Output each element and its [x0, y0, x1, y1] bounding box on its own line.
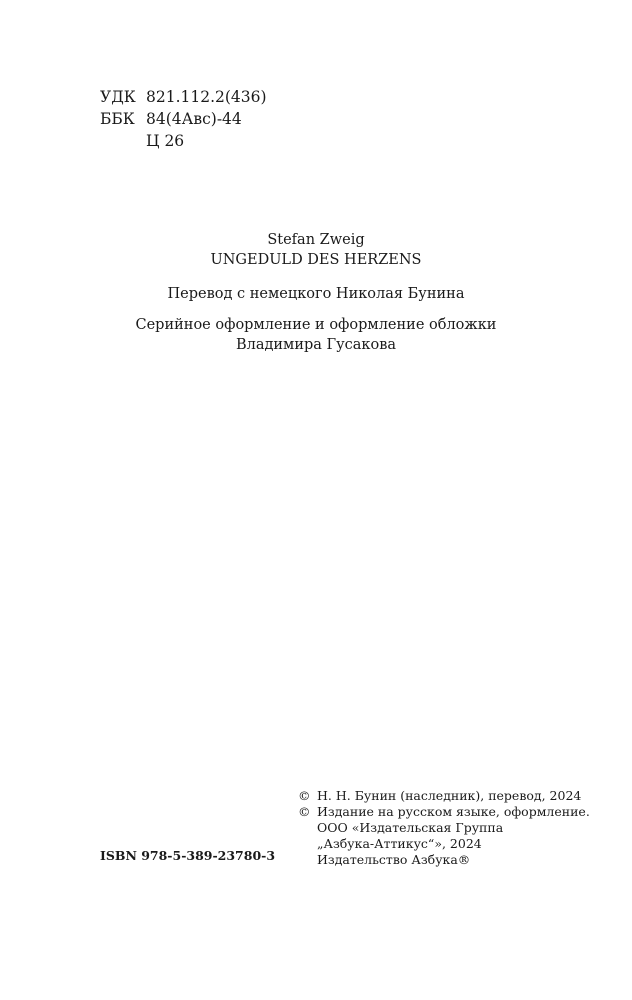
- udk-value: 821.112.2(436): [146, 88, 267, 106]
- copyright-text-edition: Издание на русском языке, оформление.: [317, 804, 590, 819]
- copyright-symbol: ©: [298, 788, 311, 803]
- design-credit-line1: Серийное оформление и оформление обложки: [135, 317, 497, 333]
- copyright-text-translation: Н. Н. Бунин (наследник), перевод, 2024: [317, 788, 582, 803]
- design-credit-line2: Владимира Гусакова: [235, 337, 397, 353]
- udk-label: УДК: [100, 88, 136, 106]
- isbn: ISBN 978-5-389-23780-3: [100, 848, 276, 863]
- copyright-publisher-line2: „Азбука-Аттикус“», 2024: [317, 836, 482, 851]
- bbk-value: 84(4Авс)-44: [146, 110, 242, 128]
- original-edition-block: [0, 230, 632, 270]
- udk-row: [100, 86, 267, 108]
- bbk-row: [100, 108, 267, 130]
- translation-credit-block: [0, 284, 632, 304]
- original-author: Stefan Zweig: [267, 232, 365, 248]
- copyright-symbol: ©: [298, 804, 311, 819]
- copyright-block: [298, 788, 590, 868]
- copyright-publisher-line1: ООО «Издательская Группа: [317, 820, 504, 835]
- classification-block: [100, 86, 267, 152]
- author-mark-row: [100, 130, 267, 152]
- translation-credit: Перевод с немецкого Николая Бунина: [167, 286, 465, 302]
- bbk-label: ББК: [100, 110, 135, 128]
- copyright-publisher-line3: Издательство Азбука®: [317, 852, 471, 867]
- copyright-line-translation: [298, 788, 590, 804]
- original-title: UNGEDULD DES HERZENS: [210, 252, 422, 268]
- author-mark: Ц 26: [146, 132, 185, 150]
- design-credit-block: [0, 315, 632, 355]
- copyright-line-edition: [298, 804, 590, 820]
